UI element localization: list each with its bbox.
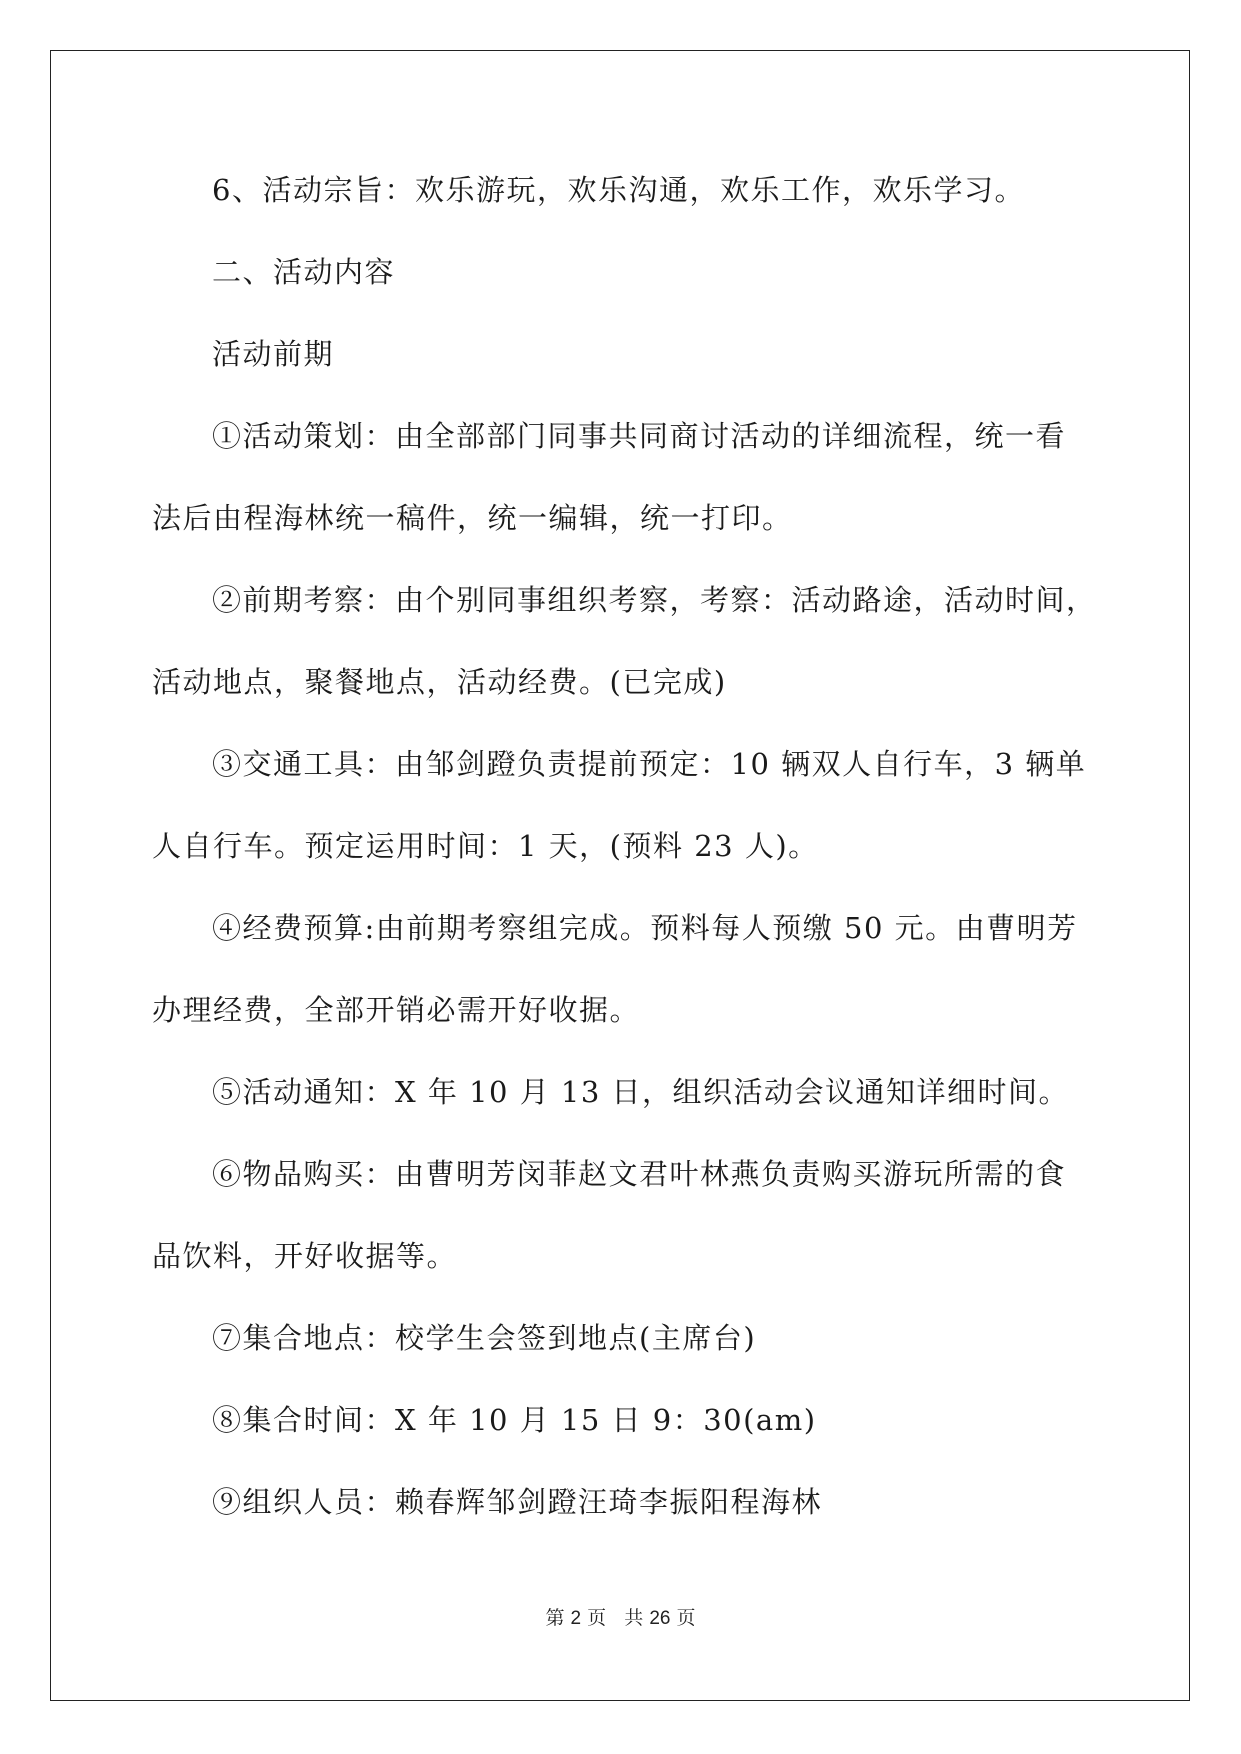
paragraph-line: ⑧集合时间：X 年 10 月 15 日 9：30(am)	[212, 1403, 817, 1437]
paragraph-line: ③交通工具：由邹剑蹬负责提前预定：10 辆双人自行车，3 辆单	[212, 747, 1087, 781]
paragraph-line: 6、活动宗旨：欢乐游玩，欢乐沟通，欢乐工作，欢乐学习。	[212, 173, 1025, 207]
footer-suffix: 页	[676, 1607, 696, 1629]
paragraph-line: ④经费预算:由前期考察组完成。预料每人预缴 50 元。由曹明芳	[212, 911, 1078, 945]
paragraph-line: ⑦集合地点：校学生会签到地点(主席台)	[212, 1321, 757, 1355]
paragraph-line: 品饮料，开好收据等。	[152, 1239, 458, 1273]
footer-prefix: 第	[545, 1607, 565, 1629]
paragraph-line: ②前期考察：由个别同事组织考察，考察：活动路途，活动时间，	[212, 583, 1097, 617]
paragraph-line: ⑤活动通知：X 年 10 月 13 日，组织活动会议通知详细时间。	[212, 1075, 1070, 1109]
paragraph-line: ①活动策划：由全部部门同事共同商讨活动的详细流程，统一看	[212, 419, 1067, 453]
footer-mid: 页 共	[587, 1607, 644, 1629]
footer-page-current: 2	[570, 1608, 582, 1629]
paragraph-line: 法后由程海林统一稿件，统一编辑，统一打印。	[152, 501, 793, 535]
page-border	[50, 50, 1190, 1701]
paragraph-line: 办理经费，全部开销必需开好收据。	[152, 993, 641, 1027]
section-heading: 二、活动内容	[212, 255, 396, 289]
subsection-heading: 活动前期	[212, 337, 335, 371]
paragraph-line: ⑨组织人员：赖春辉邹剑蹬汪琦李振阳程海林	[212, 1485, 823, 1519]
page-footer	[0, 1606, 1241, 1631]
paragraph-line: 活动地点，聚餐地点，活动经费。(已完成)	[152, 665, 727, 699]
footer-page-total: 26	[649, 1608, 671, 1629]
paragraph-line: 人自行车。预定运用时间：1 天，(预料 23 人)。	[152, 829, 819, 863]
paragraph-line: ⑥物品购买：由曹明芳闵菲赵文君叶林燕负责购买游玩所需的食	[212, 1157, 1067, 1191]
